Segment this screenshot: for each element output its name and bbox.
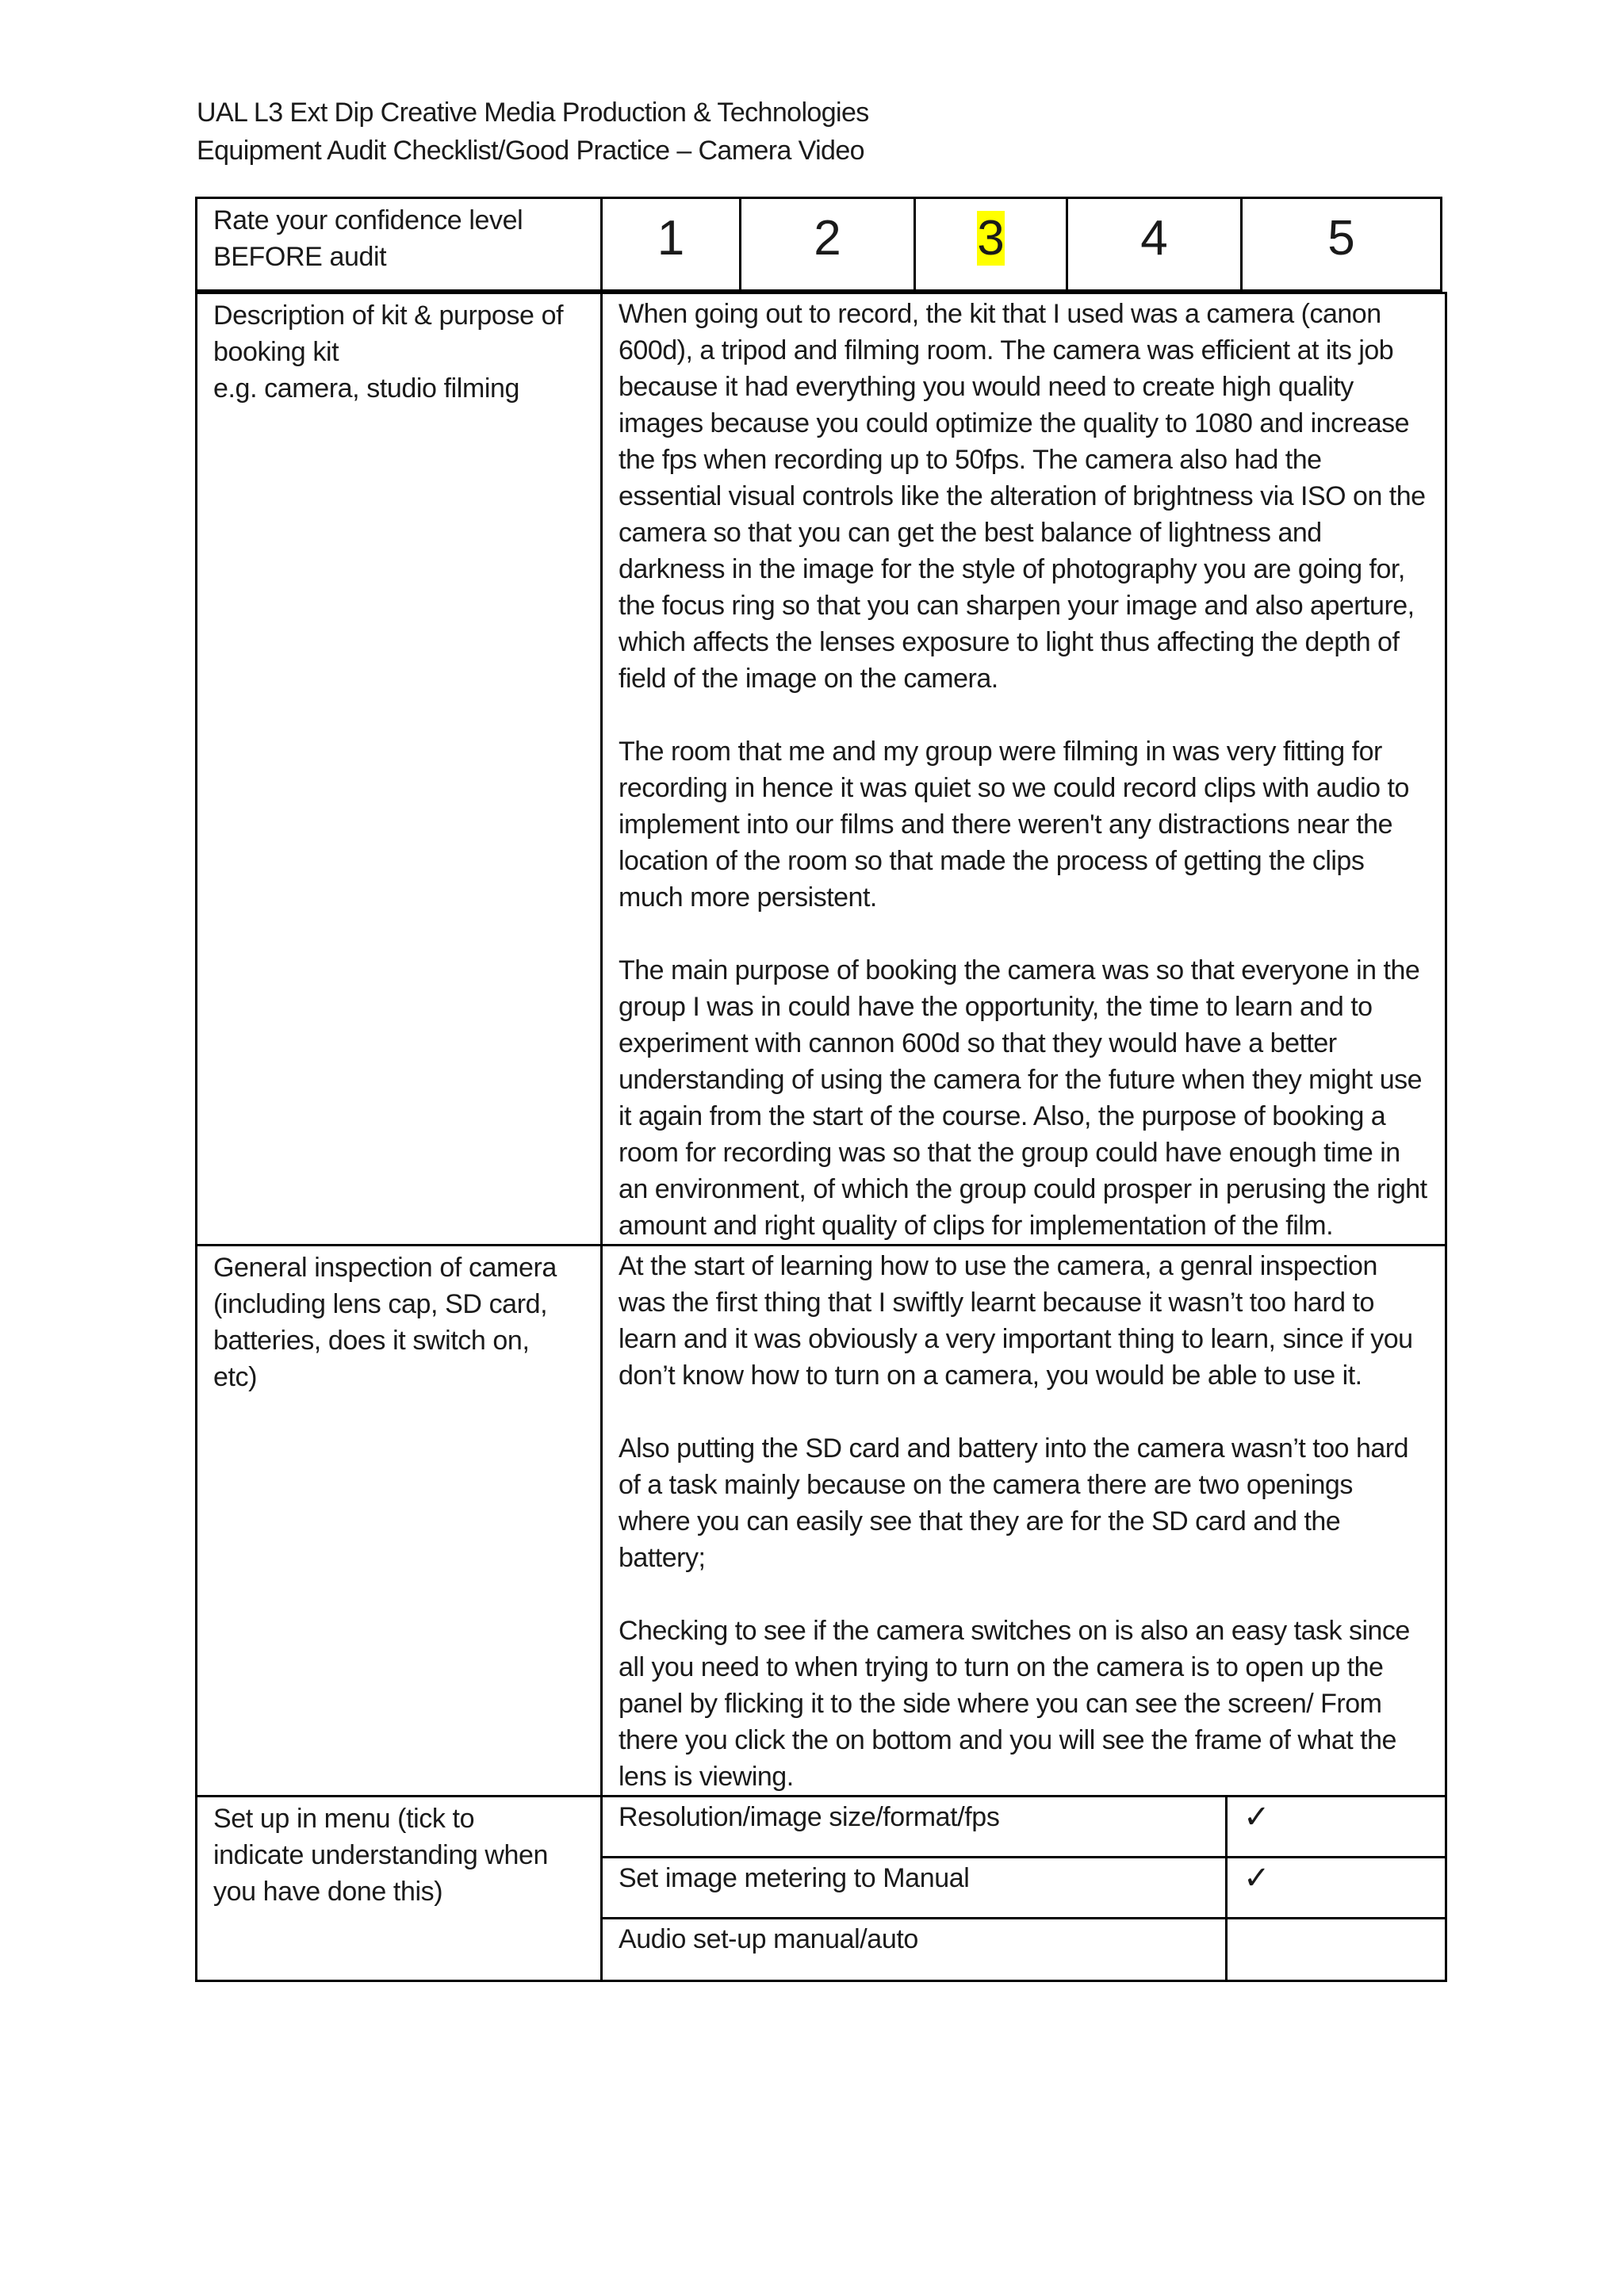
rating-option-1[interactable]: 1 (602, 198, 741, 291)
checklist-item-label: Set image metering to Manual (603, 1858, 1227, 1919)
description-paragraph-2: The room that me and my group were filming in was very fitting for recording in hence it was quiet so we could record clips with audio to implement into our films and there weren't any distractions near the location of the room so that made the process of getting the clips much more persistent. (619, 737, 1409, 913)
rating-option-5[interactable]: 5 (1242, 198, 1442, 291)
inspection-paragraph-1: At the start of learning how to use the camera, a genral inspection was the first thing that I swiftly learnt because it wasn’t too hard to learn and it was obviously a very important thing to learn, since if you don’t know how to turn on a camera, you would be able to use it. (619, 1251, 1413, 1391)
checklist-item-label: Audio set-up manual/auto (619, 1924, 918, 1954)
inspection-paragraph-2: Also putting the SD card and battery into the camera wasn’t too hard of a task mainly because on the camera there are two openings where you can easily see that they are for the SD card and the battery; (619, 1433, 1409, 1573)
description-paragraph-3: The main purpose of booking the camera was so that everyone in the group I was in could have the opportunity, the time to learn and to experiment with cannon 600d so that they would have a better understanding of using the camera for the future when they might use it again from the start of the course. Also, the purpose of booking a room for recording was so that the group could have enough time in an environment, of which the group could prosper in perusing the right amount and right quality of clips for implementation of the film. (619, 955, 1427, 1241)
inspection-response[interactable] (603, 1246, 1445, 1795)
rating-label-line1: Rate your confidence level (213, 205, 523, 235)
checklist-item (603, 1797, 1445, 1858)
rating-option-3-selected[interactable] (915, 198, 1067, 291)
checkmark-icon[interactable]: ✓ (1227, 1858, 1446, 1919)
checkmark-icon[interactable]: ✓ (1227, 1797, 1446, 1858)
confidence-rating-table (195, 197, 1442, 292)
inspection-paragraph-3: Checking to see if the camera switches on is also an easy task since all you need to when trying to turn on the camera is to open up the panel by flicking it to the side where you can see the screen/ From there you click the on bottom and you will see the frame of what the lens is viewing. (619, 1616, 1410, 1792)
setup-row (197, 1797, 1446, 1981)
checklist-item-label: Resolution/image size/format/fps (603, 1797, 1227, 1858)
checklist-item (603, 1919, 1445, 1980)
rating-label (197, 198, 602, 291)
course-title: UAL L3 Ext Dip Creative Media Production & Technologies (197, 98, 869, 128)
checklist-title: Equipment Audit Checklist/Good Practice – Camera Video (197, 136, 864, 166)
description-label: Description of kit & purpose of booking kit e.g. camera, studio filming (213, 300, 564, 404)
description-response[interactable] (603, 294, 1445, 1244)
rating-option-4[interactable]: 4 (1067, 198, 1242, 291)
rating-option-2[interactable]: 2 (741, 198, 915, 291)
selected-rating-highlight: 3 (977, 211, 1005, 266)
inspection-label: General inspection of camera (including lens cap, SD card, batteries, does it switch on, etc) (213, 1253, 557, 1392)
description-paragraph-1: When going out to record, the kit that I used was a camera (canon 600d), a tripod and filming room. The camera was efficient at its job because it had everything you would need to create high quality images because you could optimize the quality to 1080 and increase the fps when recording up to 50fps. The camera also had the essential visual controls like the alteration of brightness via ISO on the camera so that you can get the best balance of lightness and darkness in the image for the style of photography you are going for, the focus ring so that you can sharpen your image and also aperture, which affects the lenses exposure to light thus affecting the depth of field of the image on the camera. (619, 299, 1426, 694)
description-row (197, 293, 1446, 1246)
inspection-row (197, 1246, 1446, 1797)
setup-label: Set up in menu (tick to indicate understanding when you have done this) (213, 1804, 549, 1907)
checklist-item (603, 1858, 1445, 1919)
setup-checklist (603, 1797, 1445, 1980)
empty-tick-box[interactable] (1227, 1919, 1446, 1980)
audit-table (195, 292, 1447, 1982)
rating-label-line2: BEFORE audit (213, 242, 387, 272)
document-header (197, 94, 869, 170)
